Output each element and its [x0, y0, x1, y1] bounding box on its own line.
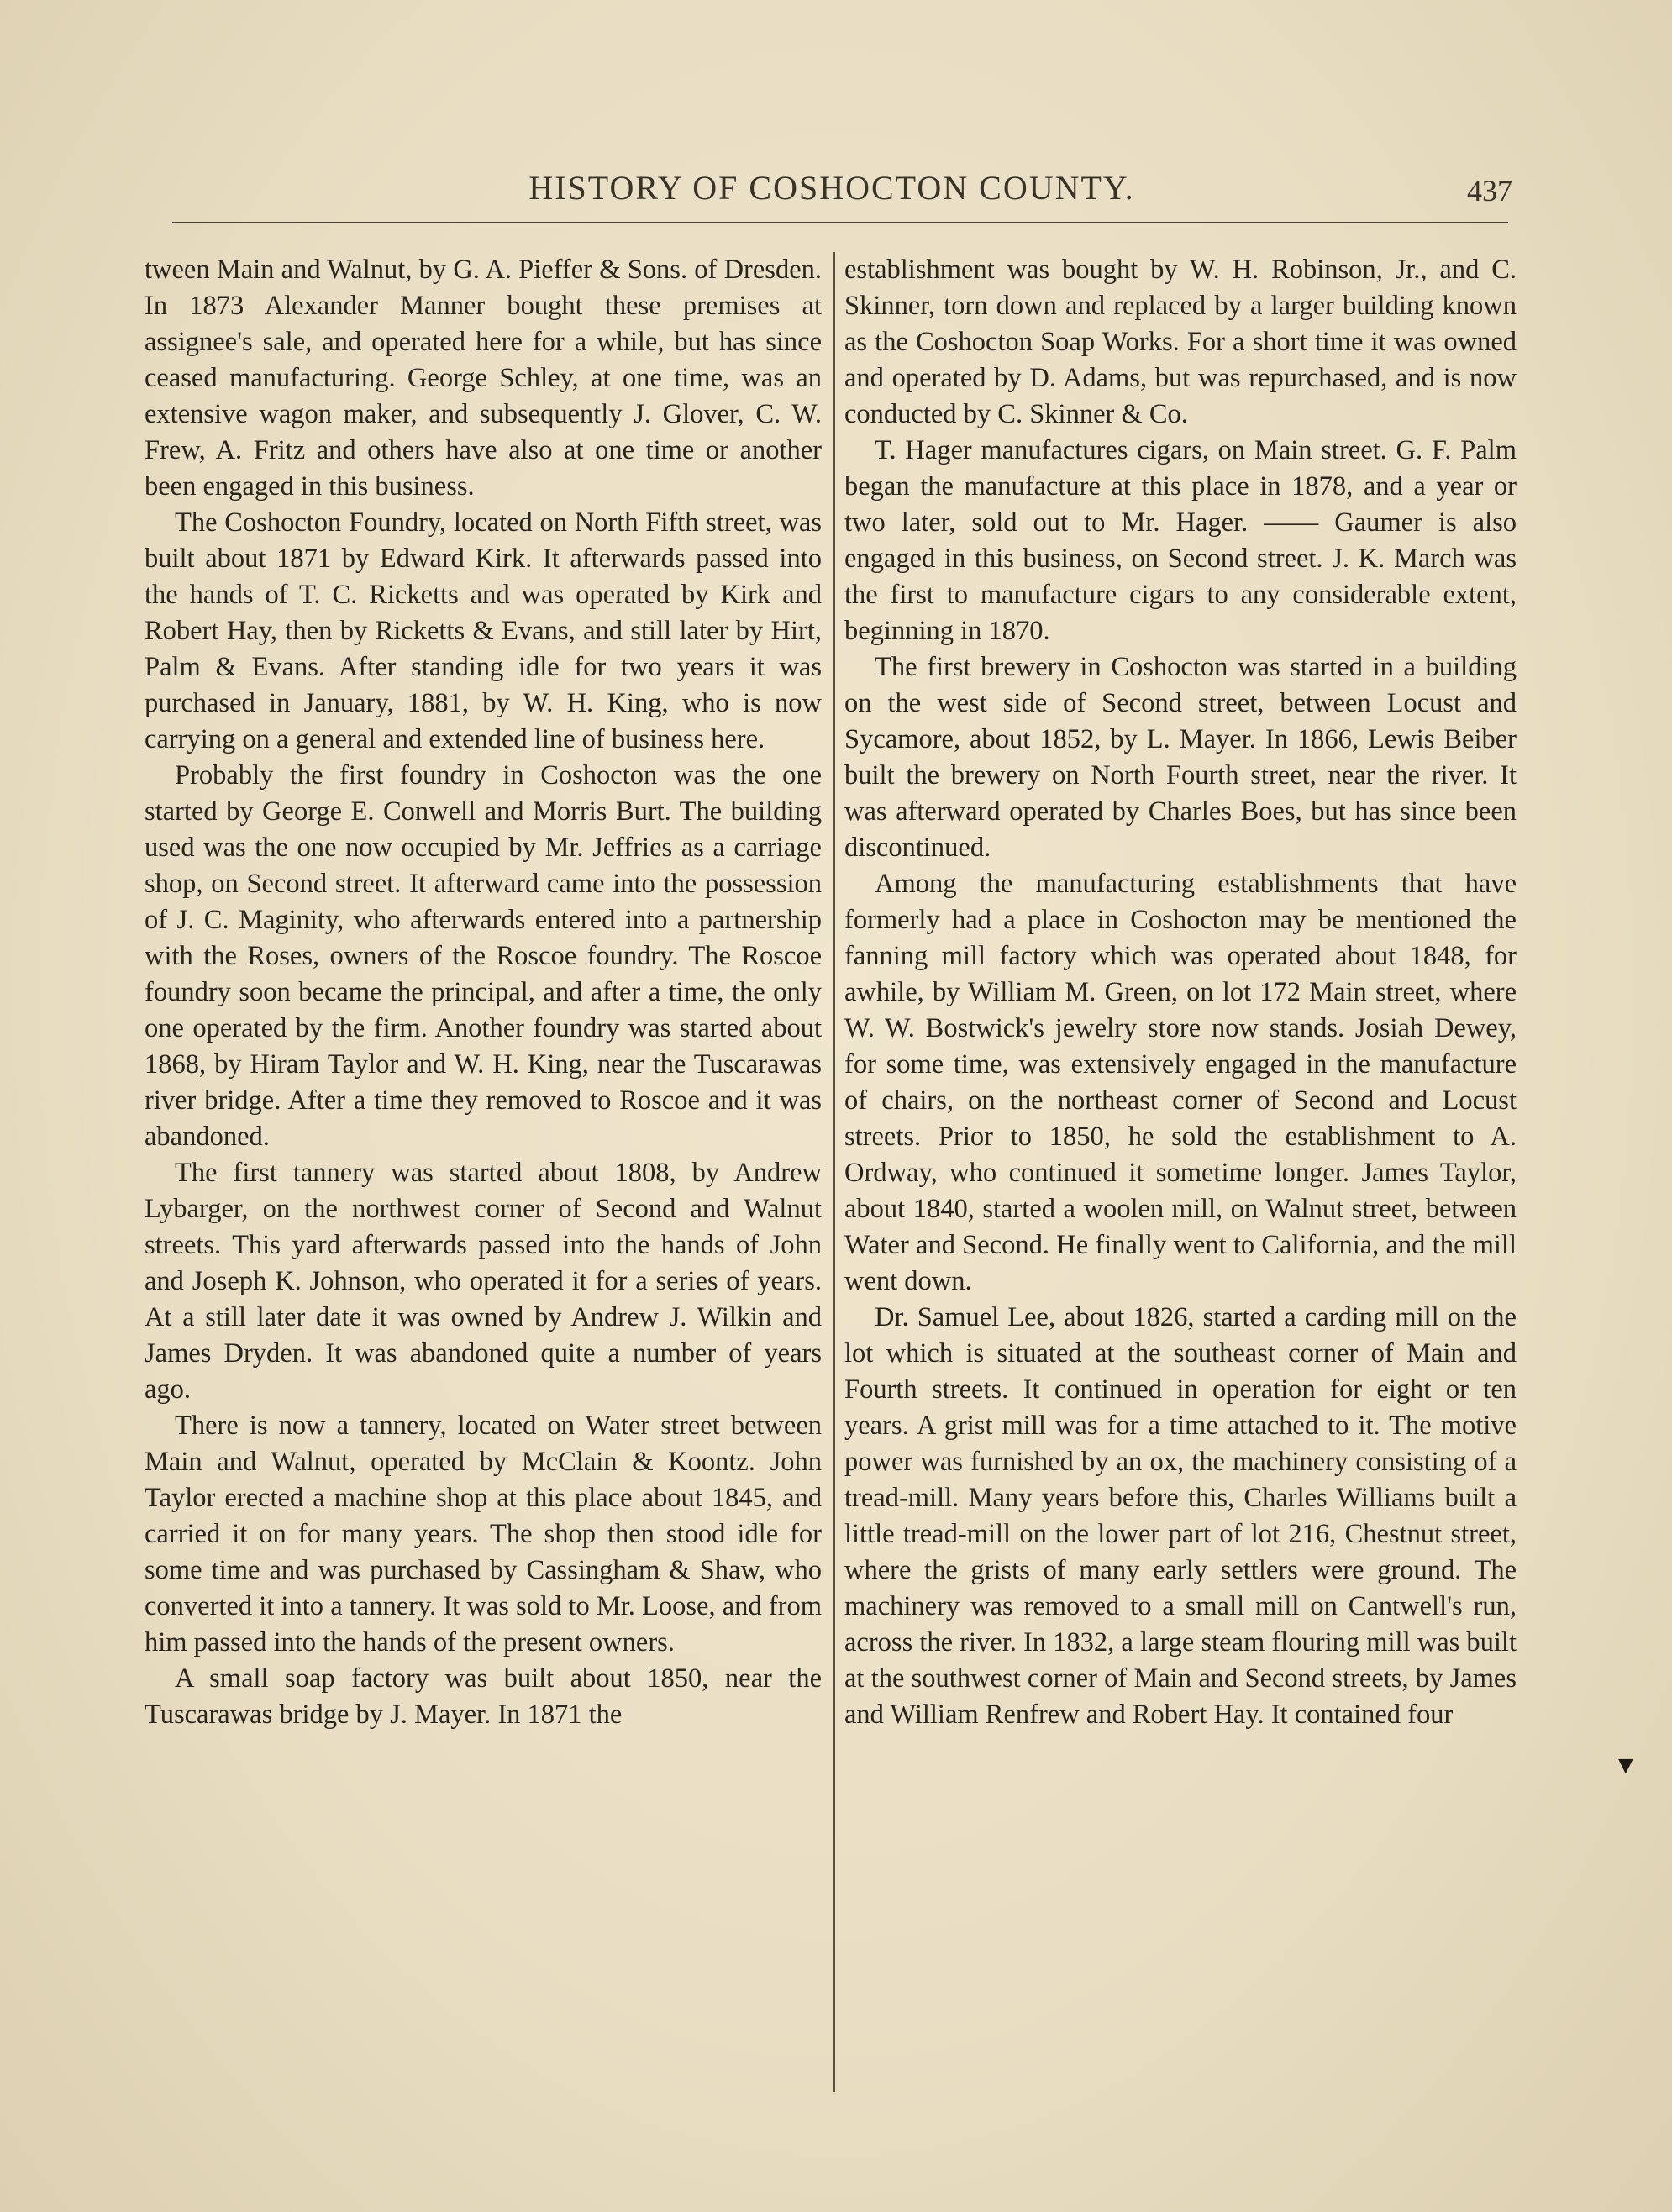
paragraph: establishment was bought by W. H. Robinson, Jr., and C. Skinner, torn down and replaced by a larger building known as the Coshocton Soap Works. For a short time it was owned and operated by D. Adams, but was repurchased, and is now conducted by C. Skinner & Co.: [844, 255, 1517, 429]
page-header: [143, 168, 1521, 218]
page-number: 437: [1467, 174, 1512, 208]
paragraph: Among the manufacturing establishments that have formerly had a place in Coshocton may be mentioned the fanning mill factory which was operated about 1848, for awhile, by William M. Green, on lot 172 Main street, where W. W. Bostwick's jewelry store now stands. Josiah Dewey, for some time, was extensively engaged in the manufacture of chairs, on the northeast corner of Second and Locust streets. Prior to 1850, he sold the establishment to A. Ordway, who continued it sometime longer. James Taylor, about 1840, started a woolen mill, on Walnut street, between Water and Second. He finally went to California, and the mill went down.: [844, 869, 1517, 1296]
column-divider: [833, 252, 835, 2092]
paragraph: Probably the first foundry in Coshocton was the one started by George E. Conwell and Morris Burt. The building used was the one now occupied by Mr. Jeffries as a carriage shop, on Second street. It afterward came into the possession of J. C. Maginity, who afterwards entered into a partnership with the Roses, owners of the Roscoe foundry. The Roscoe foundry soon became the principal, and after a time, the only one operated by the firm. Another foundry was started about 1868, by Hiram Taylor and W. H. King, near the Tuscarawas river bridge. After a time they removed to Roscoe and it was abandoned.: [145, 760, 822, 1152]
left-column: [145, 252, 822, 2092]
right-column: [844, 252, 1517, 2092]
paragraph: A small soap factory was built about 1850, near the Tuscarawas bridge by J. Mayer. In 1871 the: [145, 1663, 822, 1730]
paragraph: The first tannery was started about 1808, by Andrew Lybarger, on the northwest corner of Second and Walnut streets. This yard afterwards passed into the hands of John and Joseph K. Johnson, who operated it for a series of years. At a still later date it was owned by Andrew J. Wilkin and James Dryden. It was abandoned quite a number of years ago.: [145, 1158, 822, 1405]
paragraph: Dr. Samuel Lee, about 1826, started a carding mill on the lot which is situated at the southeast corner of Main and Fourth streets. It continued in operation for eight or ten years. A grist mill was for a time attached to it. The motive power was furnished by an ox, the machinery consisting of a tread-mill. Many years before this, Charles Williams built a little tread-mill on the lower part of lot 216, Chestnut street, where the grists of many early settlers were ground. The machinery was removed to a small mill on Cantwell's run, across the river. In 1832, a large steam flouring mill was built at the southwest corner of Main and Second streets, by James and William Renfrew and Robert Hay. It contained four: [844, 1302, 1517, 1730]
header-rule: [172, 222, 1508, 223]
paragraph: The Coshocton Foundry, located on North Fifth street, was built about 1871 by Edward Kirk. It afterwards passed into the hands of T. C. Ricketts and was operated by Kirk and Robert Hay, then by Ricketts & Evans, and still later by Hirt, Palm & Evans. After standing idle for two years it was purchased in January, 1881, by W. H. King, who is now carrying on a general and extended line of business here.: [145, 507, 822, 754]
paragraph: tween Main and Walnut, by G. A. Pieffer & Sons. of Dresden. In 1873 Alexander Manner bought these premises at assignee's sale, and operated here for a while, but has since ceased manufacturing. George Schley, at one time, was an extensive wagon maker, and subsequently J. Glover, C. W. Frew, A. Fritz and others have also at one time or another been engaged in this business.: [145, 255, 822, 502]
paragraph: The first brewery in Coshocton was started in a building on the west side of Second street, between Locust and Sycamore, about 1852, by L. Mayer. In 1866, Lewis Beiber built the brewery on North Fourth street, near the river. It was afterward operated by Charles Boes, but has since been discontinued.: [844, 652, 1517, 863]
paragraph: There is now a tannery, located on Water street between Main and Walnut, operated by McClain & Koontz. John Taylor erected a machine shop at this place about 1845, and carried it on for many years. The shop then stood idle for some time and was purchased by Cassingham & Shaw, who converted it into a tannery. It was sold to Mr. Loose, and from him passed into the hands of the present owners.: [145, 1411, 822, 1658]
paragraph: T. Hager manufactures cigars, on Main street. G. F. Palm began the manufacture at this place in 1878, and a year or two later, sold out to Mr. Hager. —— Gaumer is also engaged in this business, on Second street. J. K. March was the first to manufacture cigars to any considerable extent, beginning in 1870.: [844, 435, 1517, 646]
running-title: HISTORY OF COSHOCTON COUNTY.: [528, 169, 1135, 207]
margin-mark-icon: ▼: [1613, 1752, 1638, 1779]
